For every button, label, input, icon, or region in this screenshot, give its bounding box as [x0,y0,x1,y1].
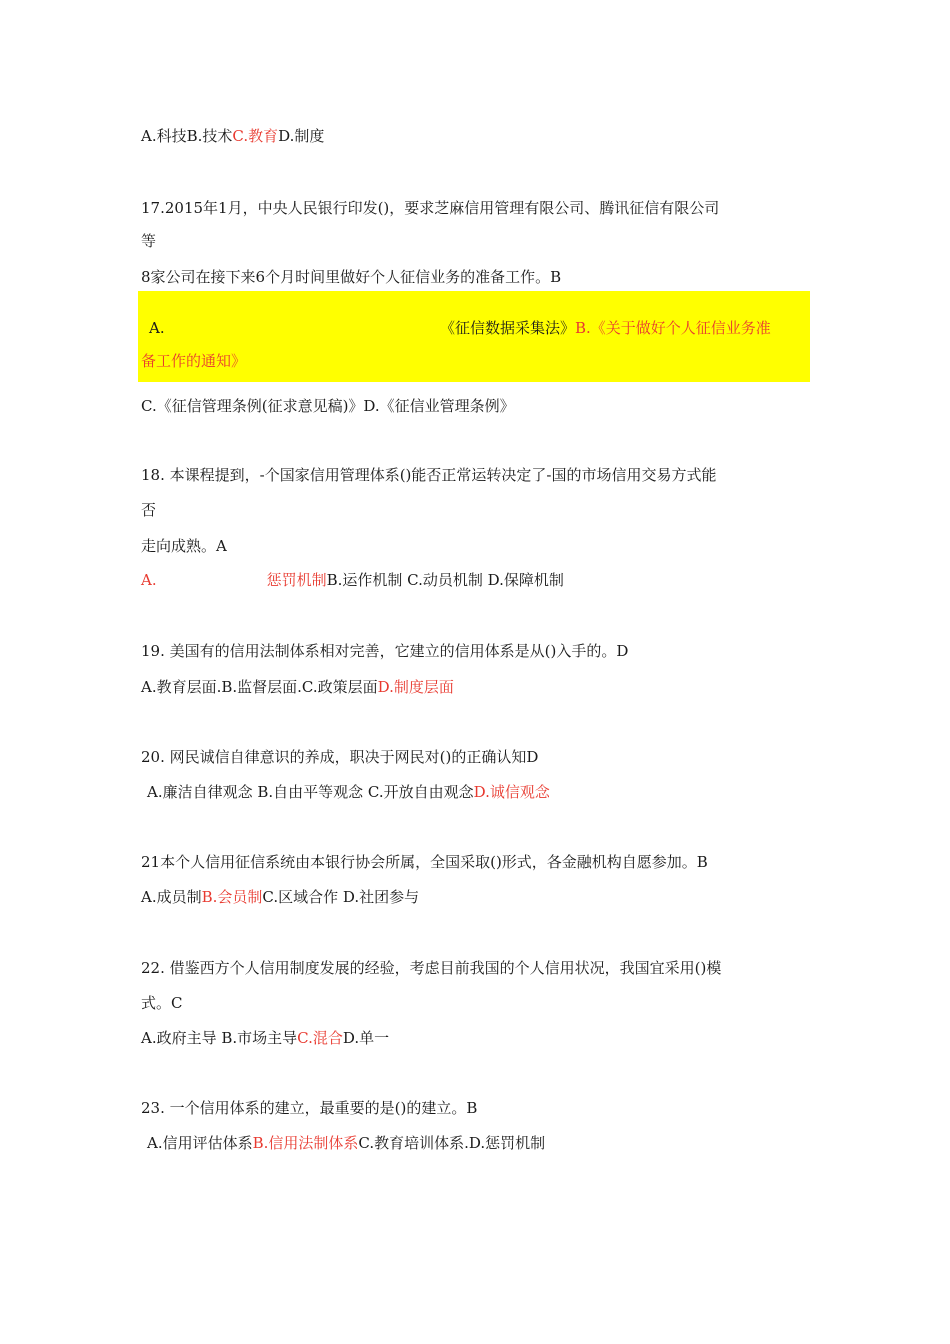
q20-options-abc: A.廉洁自律观念 B.自由平等观念 C.开放自由观念 [147,783,474,801]
q23-question: 23. 一个信用体系的建立，最重要的是()的建立。B [141,1099,478,1117]
q17-question-line3: 8家公司在接下来6个月时间里做好个人征信业务的准备工作。B [141,268,562,286]
q21-options [141,887,419,907]
q22-option-c-answer: C.混合 [297,1029,343,1047]
q21-option-b-answer: B.会员制 [201,888,263,906]
q21-question: 21本个人信用征信系统由本银行协会所属，全国采取()形式，各金融机构自愿参加。B [141,853,708,871]
q19-options [141,677,454,697]
q18-option-a-label: A. [141,571,157,589]
q16-option-b: B.技术 [186,127,233,145]
q17-option-b-answer-line2: 备工作的通知》 [141,352,247,370]
q17-options-cd: C.《征信管理条例(征求意见稿)》D.《征信业管理条例》 [141,397,515,415]
q17-question-line1: 17.2015年1月，中央人民银行印发()，要求芝麻信用管理有限公司、腾讯征信有限公司 [141,199,720,217]
q17-question-line2: 等 [141,232,157,250]
q16-option-d: D.制度 [278,127,325,145]
q22-question-line1: 22. 借鉴西方个人信用制度发展的经验，考虑目前我国的个人信用状况，我国宜采用()模 [141,959,722,977]
q18-question-line3: 走向成熟。A [141,537,227,555]
q16-option-a: A.科技 [141,127,187,145]
q23-option-a: A.信用评估体系 [147,1134,253,1152]
q18-options-bcd: B.运作机制 C.动员机制 D.保障机制 [326,571,564,589]
q23-option-b-answer: B.信用法制体系 [252,1134,359,1152]
q20-options [147,782,550,802]
q22-options [141,1028,389,1048]
q18-question-line1: 18. 本课程提到，-个国家信用管理体系()能否正常运转决定了-国的市场信用交易方式能 [141,466,717,484]
q22-options-ab: A.政府主导 B.市场主导 [141,1029,298,1047]
q18-option-a-answer: 惩罚机制 [266,571,327,589]
q17-option-a-text: 《征信数据采集法》 [440,319,576,337]
q19-question: 19. 美国有的信用法制体系相对完善，它建立的信用体系是从()入手的。D [141,642,629,660]
q17-option-a-label: A. [149,319,165,337]
q21-option-a: A.成员制 [141,888,202,906]
q22-question-line2: 式。C [141,994,183,1012]
q17-option-a-text-line [440,318,771,338]
q20-question: 20. 网民诚信自律意识的养成，职决于网民对()的正确认知D [141,748,539,766]
q21-options-cd: C.区域合作 D.社团参与 [262,888,420,906]
q20-option-d-answer: D.诚信观念 [473,783,550,801]
q22-option-d: D.单一 [342,1029,390,1047]
q23-options-cd: C.教育培训体系.D.惩罚机制 [358,1134,546,1152]
q17-option-b-answer-line1: B.《关于做好个人征信业务准 [575,319,771,337]
q18-options [141,570,564,590]
q16-options [141,126,324,146]
q19-option-d-answer: D.制度层面 [377,678,454,696]
q16-option-c-answer: C.教育 [232,127,279,145]
q23-options [147,1133,545,1153]
q19-options-abc: A.教育层面.B.监督层面.C.政策层面 [141,678,378,696]
q18-question-line2: 否 [141,501,157,519]
